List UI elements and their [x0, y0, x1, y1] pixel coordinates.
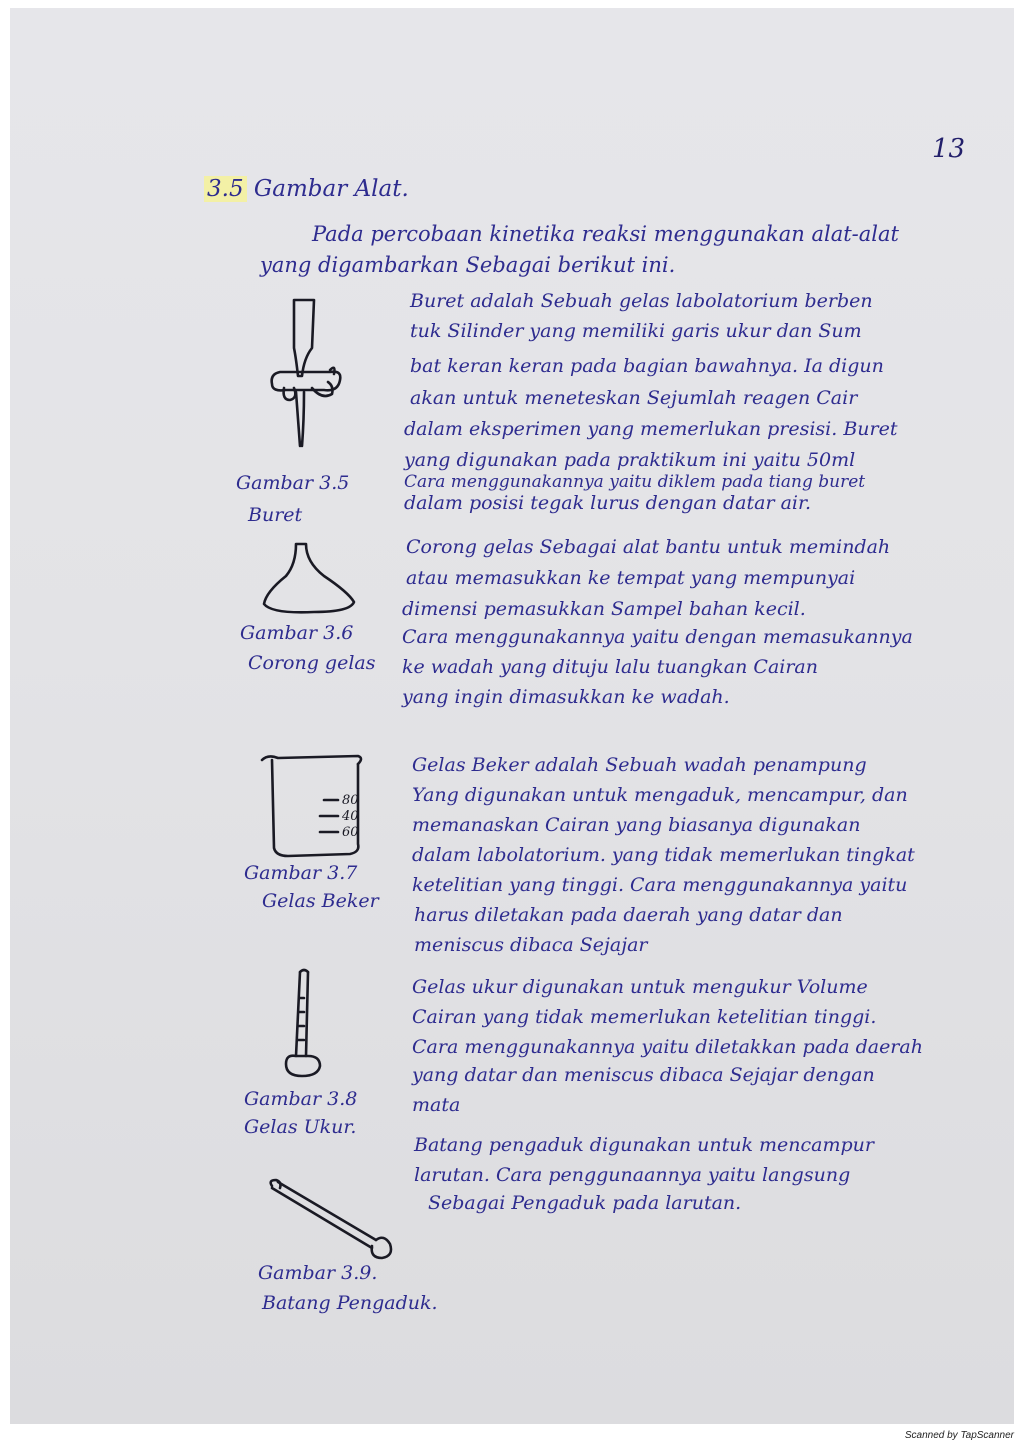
text-line: yang ingin dimasukkan ke wadah. [402, 686, 730, 708]
text-line: Gelas ukur digunakan untuk mengukur Volume [412, 976, 868, 998]
text-line: dimensi pemasukkan Sampel bahan kecil. [402, 598, 806, 620]
burette-icon [268, 296, 358, 456]
text-line: tuk Silinder yang memiliki garis ukur dan Sum [410, 320, 862, 342]
intro-line: yang digambarkan Sebagai berikut ini. [260, 253, 676, 277]
section-heading [204, 176, 409, 202]
caption-label: Gambar 3.8 [244, 1088, 358, 1110]
caption-name: Batang Pengaduk. [262, 1292, 438, 1314]
text-line: yang digunakan pada praktikum ini yaitu 50ml [404, 449, 856, 471]
text-line: Corong gelas Sebagai alat bantu untuk memindah [406, 536, 891, 558]
graduated-cylinder-icon [282, 968, 332, 1083]
caption-name: Buret [248, 504, 303, 526]
caption-label: Gambar 3.5 [236, 472, 350, 494]
text-line: mata [412, 1094, 461, 1116]
text-line: ketelitian yang tinggi. Cara menggunakannya yaitu [412, 874, 908, 896]
text-line: dalam labolatorium. yang tidak memerlukan tingkat [412, 844, 915, 866]
caption-name: Corong gelas [248, 652, 376, 674]
beaker-mark-60: 60 [342, 825, 359, 840]
caption-label: Gambar 3.9. [258, 1262, 378, 1284]
text-line: atau memasukkan ke tempat yang mempunyai [406, 567, 856, 589]
text-line: Cairan yang tidak memerlukan ketelitian tinggi. [412, 1006, 877, 1028]
page-number: 13 [932, 134, 966, 164]
section-number: 3.5 [204, 176, 247, 202]
text-line: Sebagai Pengaduk pada larutan. [428, 1192, 742, 1214]
beaker-mark-40: 40 [342, 809, 359, 824]
text-line: meniscus dibaca Sejajar [414, 934, 648, 956]
stirring-rod-icon [264, 1176, 404, 1266]
text-line: yang datar dan meniscus dibaca Sejajar dengan [412, 1064, 875, 1086]
text-line: Cara menggunakannya yaitu diletakkan pada daerah [412, 1036, 923, 1058]
text-line: Batang pengaduk digunakan untuk mencampur [414, 1134, 874, 1156]
text-line: dalam eksperimen yang memerlukan presisi. Buret [404, 418, 898, 440]
text-line: Buret adalah Sebuah gelas labolatorium berben [410, 290, 873, 312]
intro-line: Pada percobaan kinetika reaksi menggunakan alat-alat [312, 222, 899, 246]
text-line: Cara menggunakannya yaitu diklem pada tiang buret [404, 472, 866, 492]
caption-label: Gambar 3.7 [244, 862, 358, 884]
funnel-icon [258, 540, 358, 620]
text-line: Gelas Beker adalah Sebuah wadah penampung [412, 754, 867, 776]
text-line: Yang digunakan untuk mengaduk, mencampur, dan [412, 784, 908, 806]
text-line: memanaskan Cairan yang biasanya digunakan [412, 814, 861, 836]
caption-label: Gambar 3.6 [240, 622, 354, 644]
scanner-watermark: Scanned by TapScanner [904, 1430, 1014, 1441]
beaker-icon [258, 752, 378, 862]
beaker-mark-80: 80 [342, 793, 359, 808]
section-title: Gambar Alat. [253, 176, 409, 202]
caption-name: Gelas Beker [262, 890, 379, 912]
text-line: ke wadah yang dituju lalu tuangkan Cairan [402, 656, 818, 678]
text-line: larutan. Cara penggunaannya yaitu langsung [414, 1164, 851, 1186]
text-line: akan untuk meneteskan Sejumlah reagen Cair [410, 387, 858, 409]
text-line: dalam posisi tegak lurus dengan datar air. [404, 492, 812, 514]
text-line: bat keran keran pada bagian bawahnya. Ia digun [410, 355, 884, 377]
caption-name: Gelas Ukur. [244, 1116, 357, 1138]
text-line: Cara menggunakannya yaitu dengan memasukannya [402, 626, 913, 648]
text-line: harus diletakan pada daerah yang datar dan [414, 904, 843, 926]
